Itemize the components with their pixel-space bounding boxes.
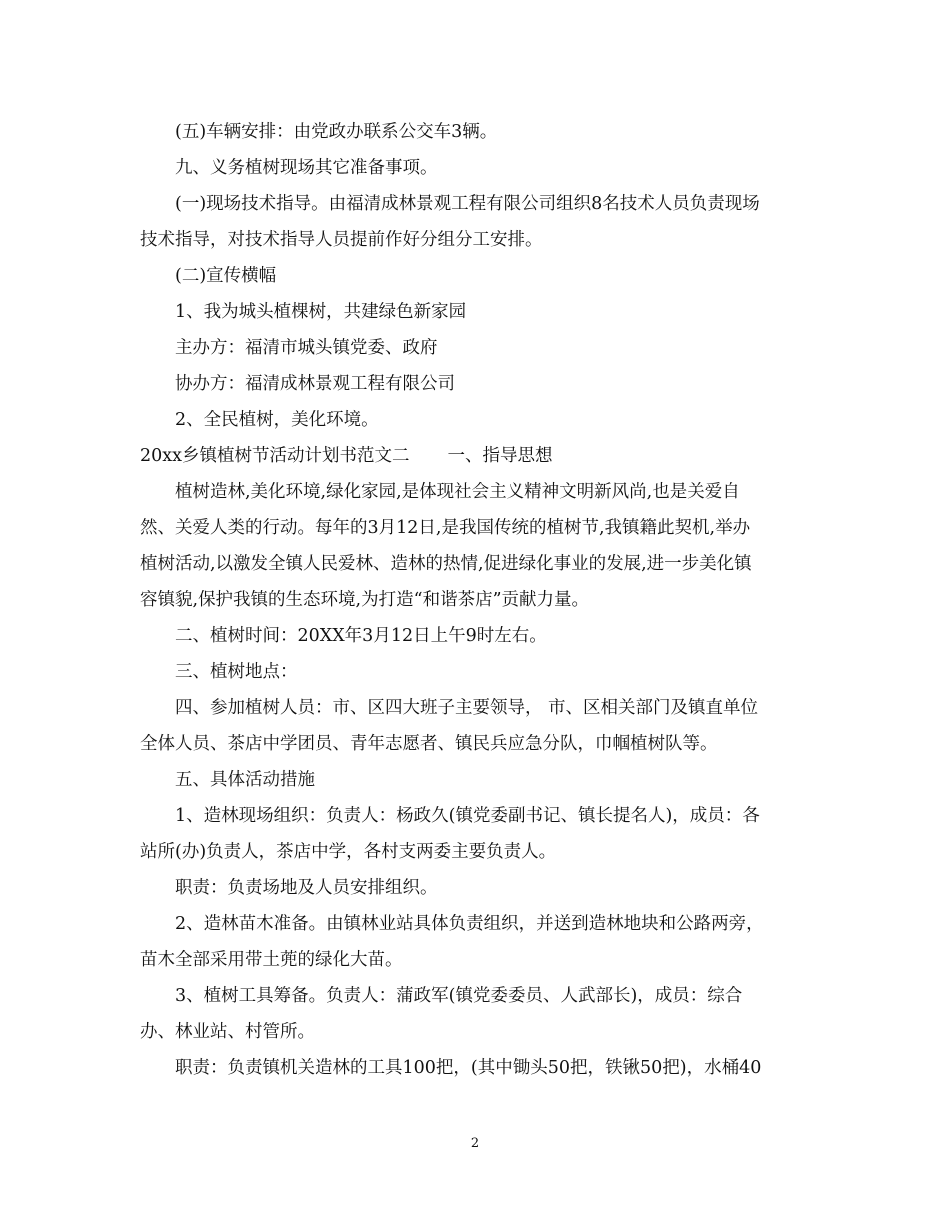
paragraph-line: 五、具体活动措施 (175, 770, 315, 790)
page-number: 2 (470, 1136, 480, 1151)
paragraph-line: 2、造林苗木准备。由镇林业站具体负责组织，并送到造林地块和公路两旁， (175, 914, 764, 934)
section-subtitle: 一、指导思想 (447, 446, 553, 466)
paragraph-line: 办、林业站、村管所。 (140, 1022, 315, 1042)
document-body (140, 114, 812, 1086)
paragraph-line: 全体人员、茶店中学团员、青年志愿者、镇民兵应急分队，巾帼植树队等。 (140, 734, 718, 754)
paragraph-line: (二)宣传横幅 (175, 266, 277, 286)
paragraph-line: 三、植树地点： (175, 662, 298, 682)
paragraph-line: 四、参加植树人员：市、区四大班子主要领导， 市、区相关部门及镇直单位 (175, 698, 759, 718)
paragraph-line: 苗木全部采用带土蔸的绿化大苗。 (140, 950, 403, 970)
paragraph-line: 3、植树工具筹备。负责人：蒲政军(镇党委委员、人武部长)，成员：综合 (175, 986, 743, 1006)
paragraph-line: 职责：负责场地及人员安排组织。 (175, 878, 438, 898)
paragraph-line: 技术指导，对技术指导人员提前作好分组分工安排。 (140, 230, 543, 250)
paragraph-line: (一)现场技术指导。由福清成林景观工程有限公司组织8名技术人员负责现场 (175, 194, 760, 214)
section-heading (140, 438, 812, 474)
paragraph-line: 然、关爱人类的行动。每年的3月12日,是我国传统的植树节,我镇籍此契机,举办 (140, 518, 751, 538)
paragraph-line: 植树造林,美化环境,绿化家园,是体现社会主义精神文明新风尚,也是关爱自 (175, 482, 740, 502)
paragraph-line: 主办方：福清市城头镇党委、政府 (175, 338, 438, 358)
paragraph-line: 职责：负责镇机关造林的工具100把，(其中锄头50把，铁锹50把)，水桶40 (175, 1058, 762, 1078)
paragraph-line: 1、我为城头植棵树，共建绿色新家园 (175, 302, 467, 322)
paragraph-line: (五)车辆安排：由党政办联系公交车3辆。 (175, 122, 498, 142)
section-title: 20xx乡镇植树节活动计划书范文二 (140, 446, 410, 466)
paragraph-line: 1、造林现场组织：负责人：杨政久(镇党委副书记、镇长提名人)，成员：各 (175, 806, 760, 826)
paragraph-line: 九、义务植树现场其它准备事项。 (175, 158, 438, 178)
paragraph-line: 二、植树时间：20XX年3月12日上午9时左右。 (175, 626, 547, 646)
paragraph-line: 站所(办)负责人，茶店中学，各村支两委主要负责人。 (140, 842, 557, 862)
paragraph-line: 2、全民植树，美化环境。 (175, 410, 379, 430)
paragraph-line: 植树活动,以激发全镇人民爱林、造林的热情,促进绿化事业的发展,进一步美化镇 (140, 554, 752, 574)
paragraph-line: 容镇貌,保护我镇的生态环境,为打造“和谐茶店”贡献力量。 (140, 590, 590, 610)
paragraph-line: 协办方：福清成林景观工程有限公司 (175, 374, 455, 394)
